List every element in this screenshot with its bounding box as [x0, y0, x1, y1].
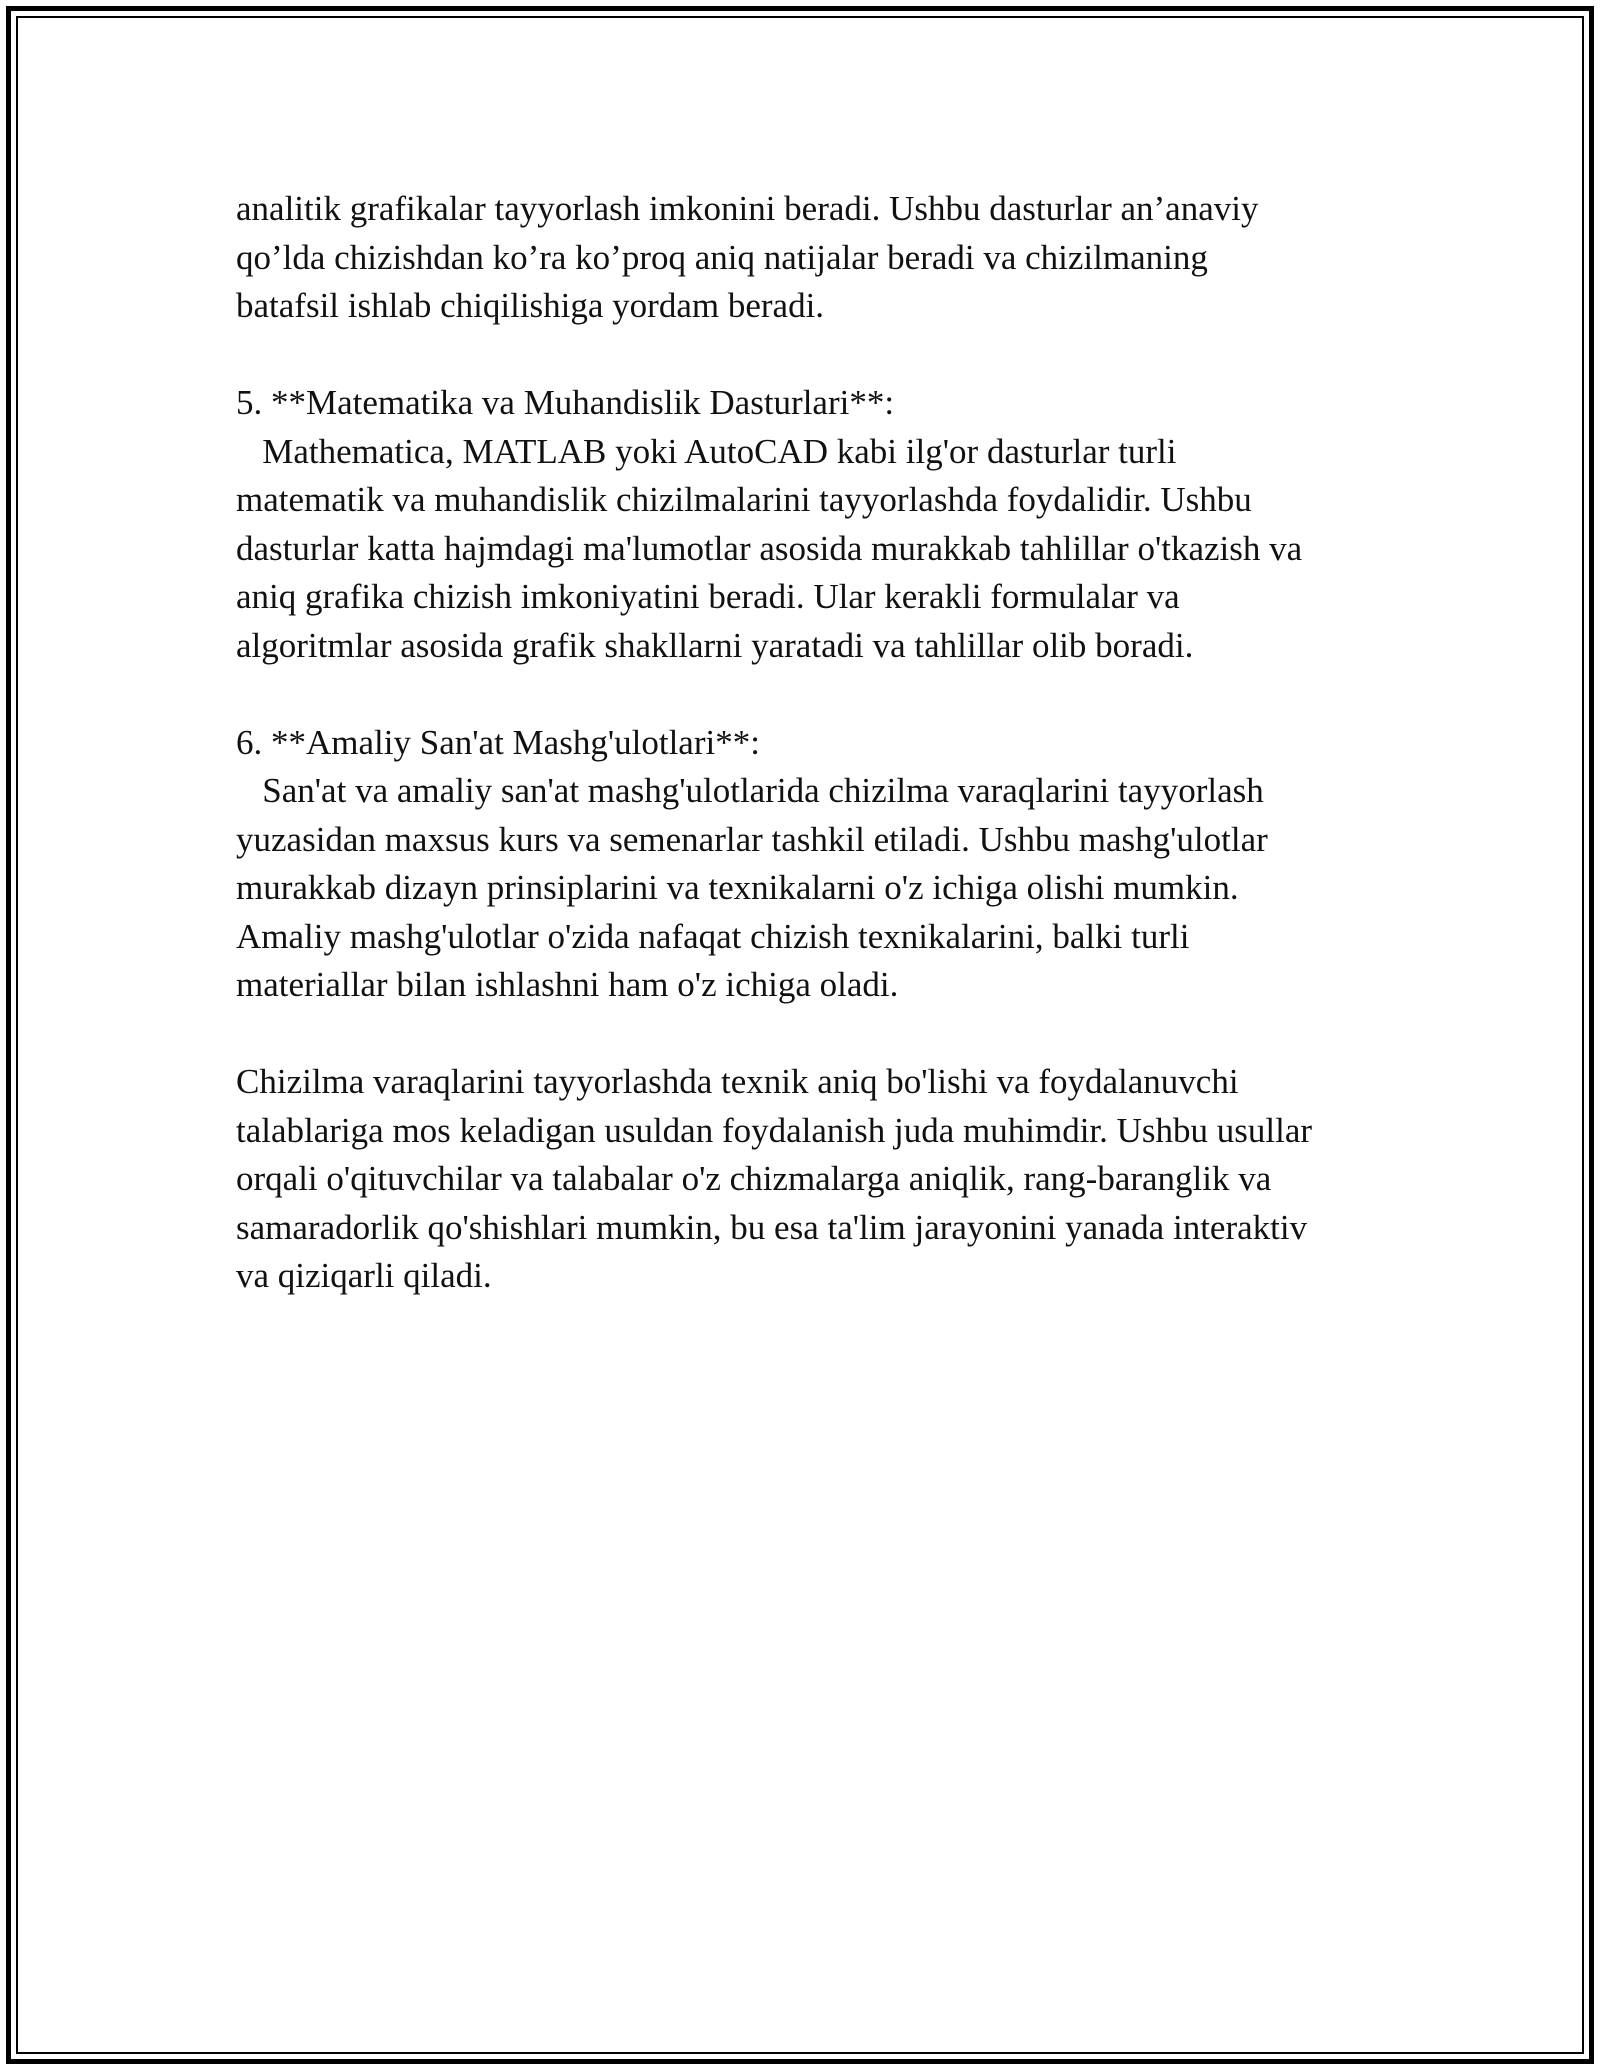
document-body [236, 185, 1396, 1349]
intro-paragraph [236, 185, 1396, 331]
text-line: algoritmlar asosida grafik shakllarni yaratadi va tahlillar olib boradi. [236, 625, 1194, 665]
text-line: samaradorlik qo'shishlari mumkin, bu esa ta'lim jarayonini yanada interaktiv [236, 1207, 1308, 1247]
text-line: va qiziqarli qiladi. [236, 1256, 492, 1295]
text-line: Mathematica, MATLAB yoki AutoCAD kabi ilg'or dasturlar turli [236, 431, 1177, 471]
text-line: murakkab dizayn prinsiplarini va texnikalarni o'z ichiga olishi mumkin. [236, 868, 1239, 907]
section-5 [236, 379, 1396, 670]
section-6 [236, 719, 1396, 1010]
text-line: dasturlar katta hajmdagi ma'lumotlar asosida murakkab tahlillar o'tkazish va [236, 528, 1303, 568]
section-6-heading: 6. **Amaliy San'at Mashg'ulotlari**: [236, 722, 760, 762]
text-line: matematik va muhandislik chizilmalarini tayyorlashda foydalidir. Ushbu [236, 480, 1252, 519]
text-line: aniq grafika chizish imkoniyatini beradi. Ular kerakli formulalar va [236, 577, 1180, 616]
text-line: qo’lda chizishdan ko’ra ko’proq aniq natijalar beradi va chizilmaning [236, 237, 1208, 277]
section-5-heading: 5. **Matematika va Muhandislik Dasturlari**: [236, 383, 895, 422]
text-line: batafsil ishlab chiqilishiga yordam beradi. [236, 286, 825, 325]
text-line: orqali o'qituvchilar va talabalar o'z chizmalarga aniqlik, rang-baranglik va [236, 1159, 1272, 1198]
text-line: talablariga mos keladigan usuldan foydalanish juda muhimdir. Ushbu usullar [236, 1110, 1313, 1150]
text-line: Chizilma varaqlarini tayyorlashda texnik aniq bo'lishi va foydalanuvchi [236, 1062, 1239, 1101]
conclusion-paragraph [236, 1058, 1396, 1301]
text-line: San'at va amaliy san'at mashg'ulotlarida chizilma varaqlarini tayyorlash [236, 771, 1264, 810]
text-line: materiallar bilan ishlashni ham o'z ichiga oladi. [236, 965, 899, 1004]
text-line: Amaliy mashg'ulotlar o'zida nafaqat chizish texnikalarini, balki turli [236, 916, 1190, 956]
text-line: yuzasidan maxsus kurs va semenarlar tashkil etiladi. Ushbu mashg'ulotlar [236, 819, 1268, 859]
text-line: analitik grafikalar tayyorlash imkonini beradi. Ushbu dasturlar an’anaviy [236, 189, 1259, 228]
